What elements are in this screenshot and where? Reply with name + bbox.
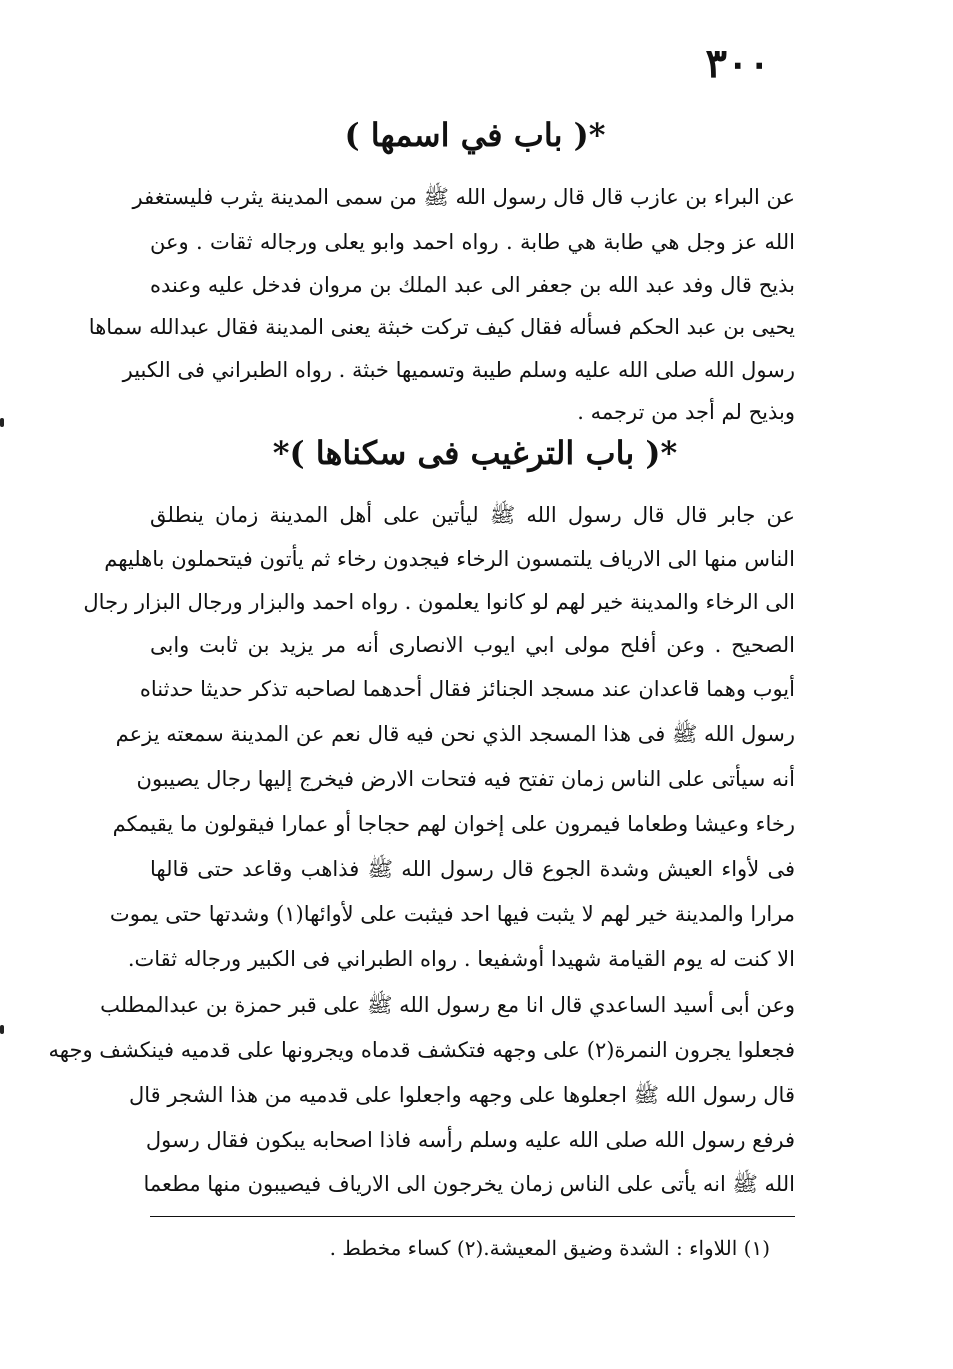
- scan-mark: [0, 418, 4, 427]
- section-heading-name: *( باب في اسمها ): [344, 116, 606, 154]
- text-line: الناس منها الى الارياف يلتمسون الرخاء فيجدون رخاء ثم يأتون فيتحملون باهليهم: [104, 547, 795, 571]
- text-line: وبذيح لم أجد من ترجمه .: [577, 400, 795, 424]
- text-line: الله ﷺ انه يأتى على الناس زمان يخرجون الى الارياف فيصيبون منها مطعما: [143, 1172, 795, 1196]
- footnote-divider: [150, 1216, 795, 1217]
- section-heading-residence: *( باب الترغيب فى سكناها )*: [272, 434, 678, 472]
- page-number: ٣٠٠: [705, 40, 770, 87]
- text-line: عن جابر قال قال رسول الله ﷺ ليأتين على أهل المدينة زمان ينطلق: [150, 503, 795, 527]
- scan-mark: [0, 1025, 4, 1034]
- text-line: رخاء وعيشا وطعاما فيمرون على إخوان لهم حجاجا أو عمارا فيقولون ما يقيمكم: [112, 812, 795, 836]
- text-line: يحيى بن عبد الحكم فسأله فقال كيف تركت خبثة يعنى المدينة فقال عبدالله سماها: [88, 315, 795, 339]
- text-line: رسول الله صلى الله عليه وسلم طيبة وتسميها خبثة . رواه الطبراني فى الكبير: [122, 358, 795, 382]
- text-line: وعن أبى أسيد الساعدي قال انا مع رسول الله ﷺ على قبر حمزة بن عبدالمطلب: [100, 993, 795, 1017]
- text-line: رسول الله ﷺ فى هذا المسجد الذي نحن فيه قال نعم عن المدينة سمعته يزعم: [115, 722, 795, 746]
- text-line: فى لأواء العيش وشدة الجوع قال رسول الله ﷺ فذاهب وقاعد حتى قالها: [150, 857, 795, 881]
- text-line: بذيح قال وفد عبد الله بن جعفر الى عبد الملك بن مروان فدخل عليه وعنده: [150, 273, 795, 297]
- text-line: مرارا والمدينة خير لهم لا يثبت فيها احد فيثبت على لأوائها(١) وشدتها حتى يموت: [109, 902, 795, 926]
- text-line: أنه سيأتى على الناس زمان تفتح فيه فتحات الارض فيخرج إليها رجال يصيبون: [136, 767, 795, 791]
- text-line: الله عز وجل هي طابة هي طابة . رواه احمد وابو يعلى ورجاله ثقات . وعن: [150, 230, 795, 254]
- text-line: فرفع رسول الله صلى الله عليه وسلم رأسه فاذا اصحابه يبكون فقال رسول: [145, 1128, 795, 1152]
- footnote: (١) اللاواء : الشدة وضيق المعيشة.(٢) كساء مخطط .: [329, 1236, 770, 1260]
- text-line: الى الرخاء والمدينة خير لهم لو كانوا يعلمون . رواه احمد والبزار ورجال البزار رجال: [83, 590, 795, 614]
- text-line: عن البراء بن عازب قال قال رسول الله ﷺ من سمى المدينة يثرب فليستغفر: [132, 185, 795, 209]
- text-line: فجعلوا يجرون النمرة(٢) على وجهه فتكشف قدماه ويجرونها على قدميه فينكشف وجهه: [48, 1038, 795, 1062]
- text-line: قال رسول الله ﷺ اجعلوها على وجهه واجعلوا على قدميه من هذا الشجر قال: [129, 1083, 795, 1107]
- text-line: أيوب وهما قاعدان عند مسجد الجنائز فقال أحدهما لصاحبه تذكر حديثا حدثناه: [139, 677, 795, 701]
- text-line: الصحيح . وعن أفلح مولى ابي ايوب الانصارى أنه مر يزيد بن ثابت وابى: [150, 633, 795, 657]
- text-line: الا كنت له يوم القيامة شهيدا أوشفيعا . رواه الطبراني فى الكبير ورجاله ثقات.: [127, 947, 795, 971]
